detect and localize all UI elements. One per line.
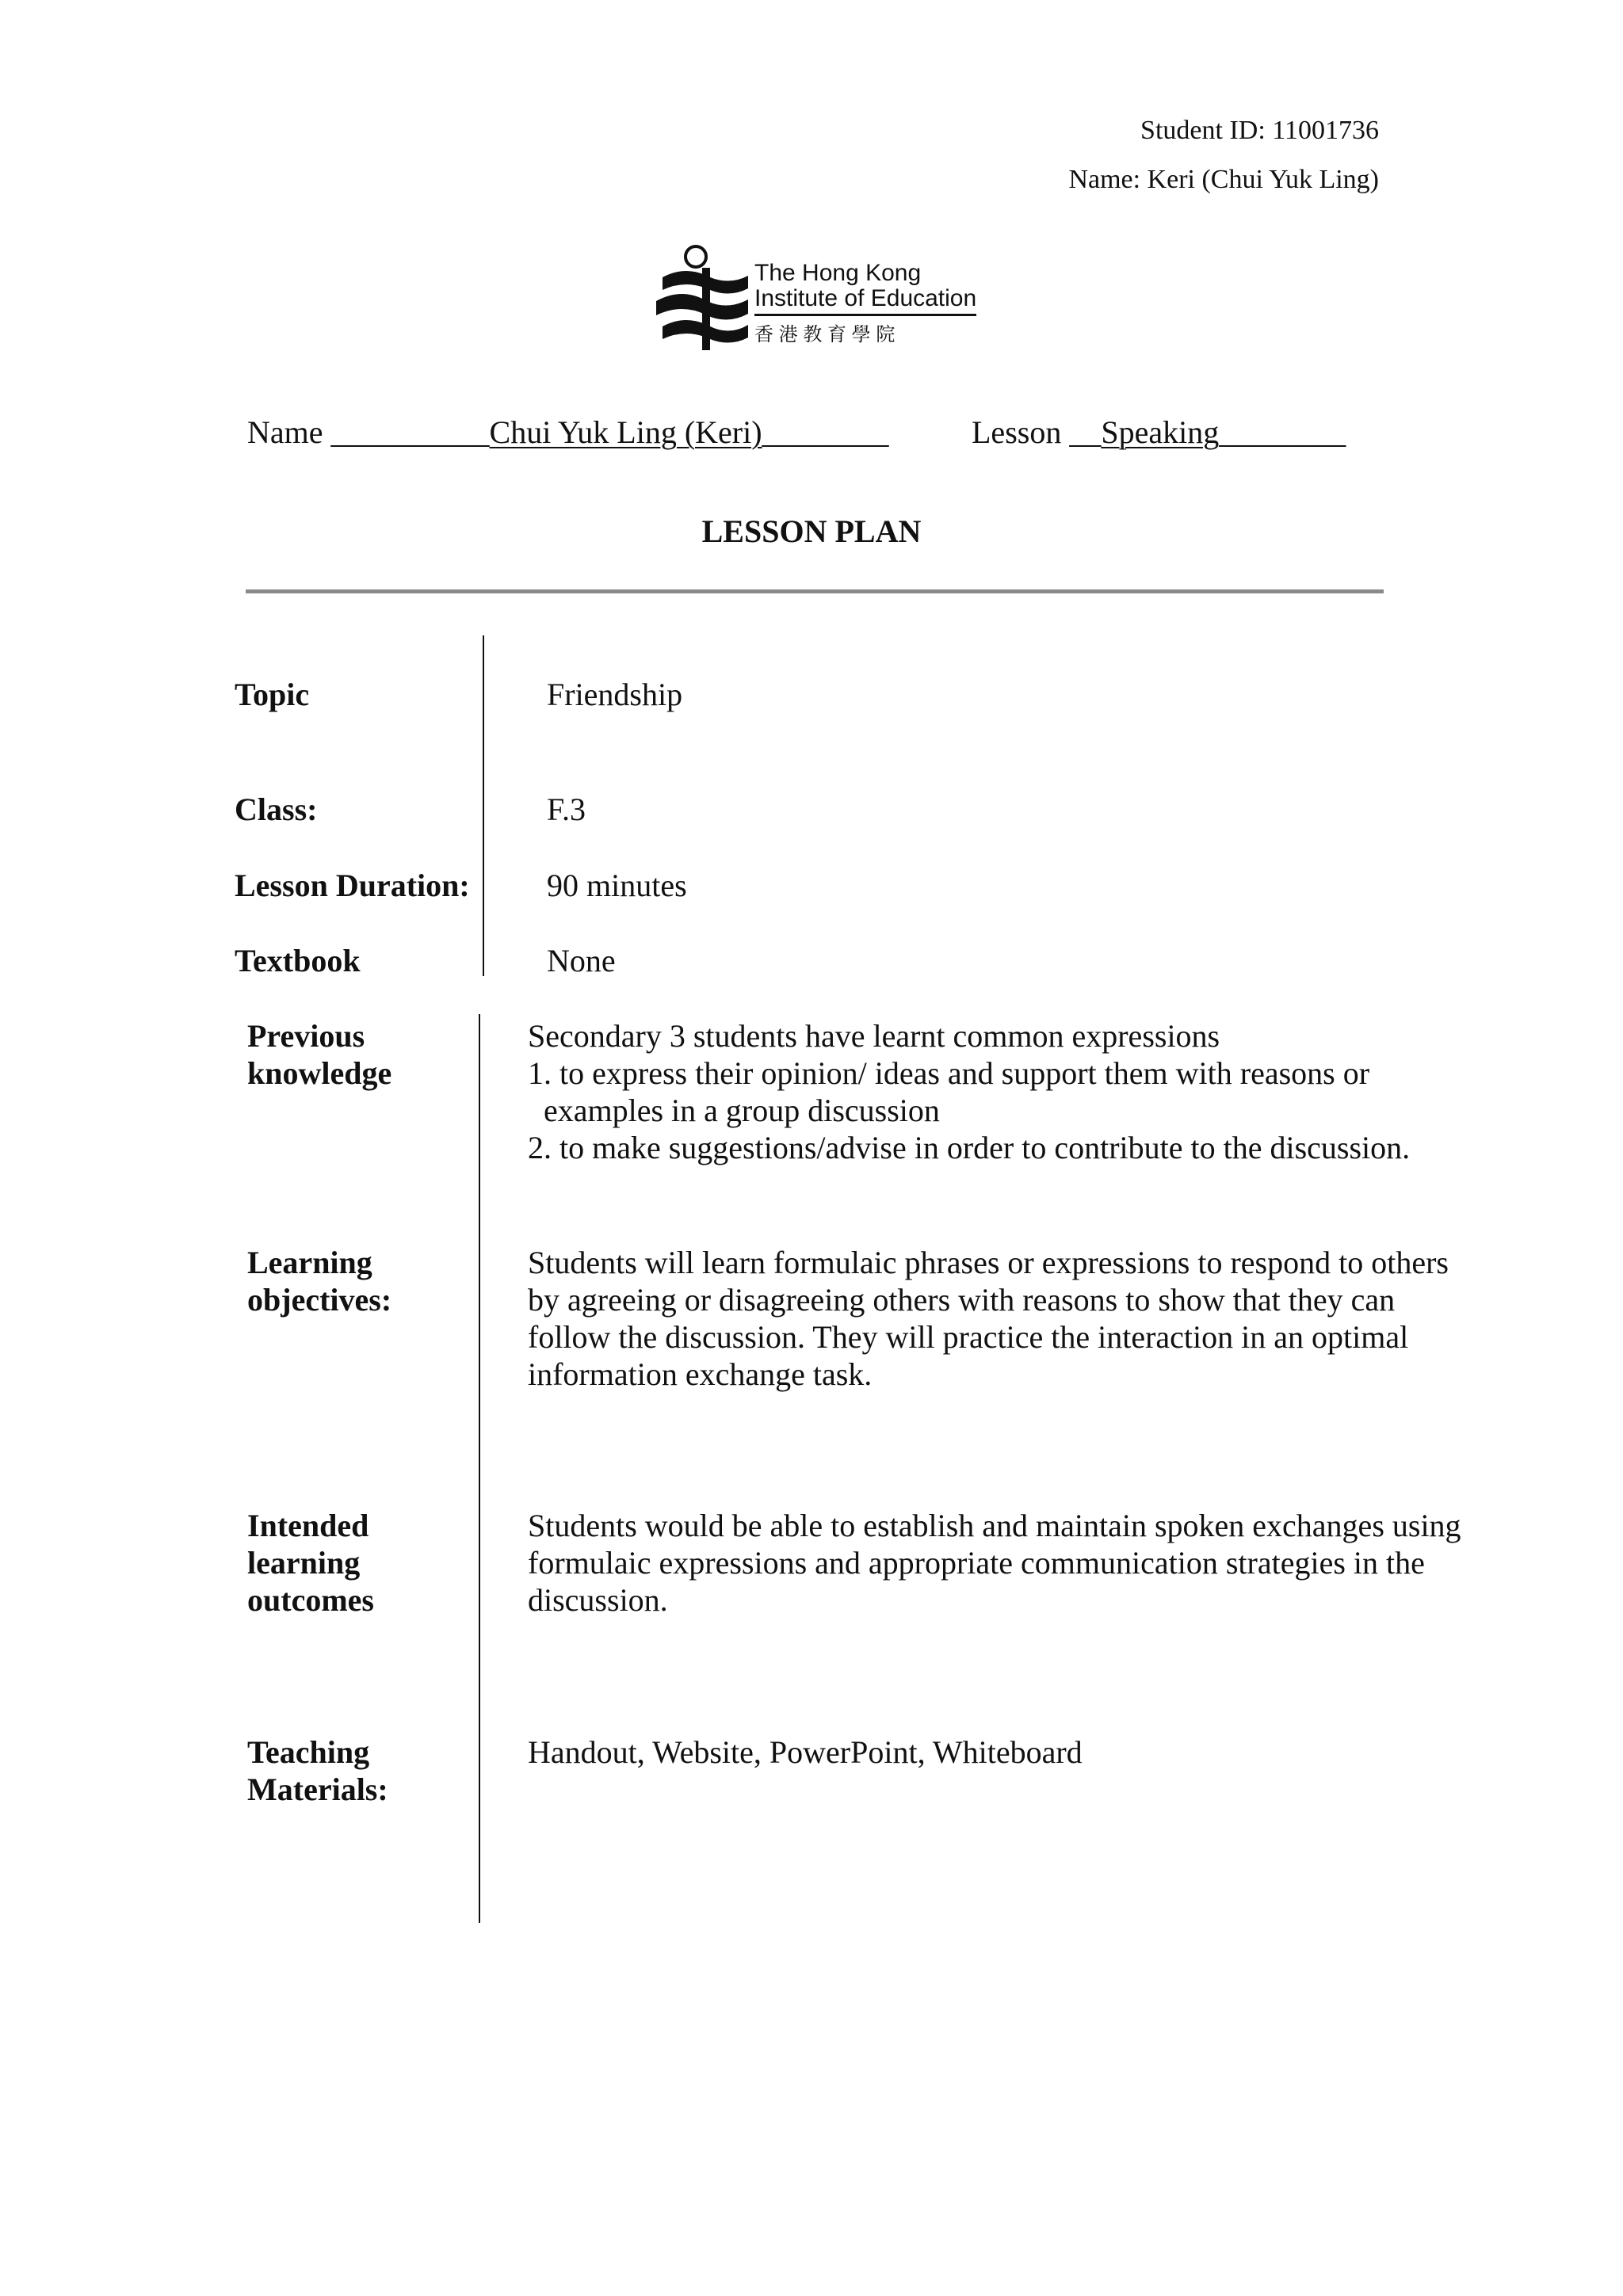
lesson-value: Speaking xyxy=(1101,414,1220,450)
previous-item-1-line-2: examples in a group discussion xyxy=(544,1093,940,1128)
outcomes-label-line-1: Intended xyxy=(247,1508,369,1543)
previous-knowledge-content xyxy=(528,1017,1410,1166)
previous-item-1-line-1: 1. to express their opinion/ ideas and support them with reasons or xyxy=(528,1055,1370,1091)
name-pre-blank: __________ xyxy=(330,414,490,450)
name-field xyxy=(247,414,889,451)
outcomes-label-line-3: outcomes xyxy=(247,1582,374,1618)
intended-outcomes-label xyxy=(247,1507,374,1619)
class-label: Class: xyxy=(235,791,318,827)
previous-knowledge-label xyxy=(247,1017,391,1092)
lesson-pre-blank: __ xyxy=(1069,414,1102,450)
institute-logo xyxy=(655,241,977,352)
info-divider xyxy=(483,635,484,976)
student-name: Name: Keri (Chui Yuk Ling) xyxy=(1068,165,1379,194)
learning-objectives-text: Students will learn formulaic phrases or expressions to respond to others by agreeing or disagreeing others with reasons to show that they can follow the discussion. They will practice the interaction in an optimal information exchange task. xyxy=(528,1245,1449,1392)
sections-divider xyxy=(479,1014,480,1923)
name-post-blank: ________ xyxy=(762,414,889,450)
teaching-materials-label xyxy=(247,1733,388,1808)
textbook-label: Textbook xyxy=(235,943,361,978)
name-value: Chui Yuk Ling (Keri) xyxy=(489,414,762,450)
logo-chinese: 香 港 教 育 學 院 xyxy=(754,324,896,345)
materials-label-line-1: Teaching xyxy=(247,1734,370,1770)
logo-line-2: Institute of Education xyxy=(754,285,976,316)
title-divider xyxy=(246,589,1384,593)
learning-objectives-label xyxy=(247,1244,391,1318)
lesson-field xyxy=(972,414,1346,451)
previous-label-line-1: Previous xyxy=(247,1018,365,1054)
outcomes-label-line-2: learning xyxy=(247,1545,361,1581)
objectives-label-line-1: Learning xyxy=(247,1245,372,1280)
materials-label-line-2: Materials: xyxy=(247,1772,388,1807)
teaching-materials-text: Handout, Website, PowerPoint, Whiteboard xyxy=(528,1734,1083,1770)
duration-value: 90 minutes xyxy=(547,868,687,903)
previous-label-line-2: knowledge xyxy=(247,1055,392,1091)
page-title: LESSON PLAN xyxy=(701,513,922,549)
previous-item-2: 2. to make suggestions/advise in order to contribute to the discussion. xyxy=(528,1130,1411,1165)
topic-value: Friendship xyxy=(547,677,683,712)
logo-line-1: The Hong Kong xyxy=(754,260,922,286)
lesson-post-blank: ________ xyxy=(1219,414,1346,450)
class-value: F.3 xyxy=(547,791,586,827)
name-label: Name xyxy=(247,414,323,450)
objectives-label-line-2: objectives: xyxy=(247,1282,392,1318)
duration-label: Lesson Duration: xyxy=(235,868,470,903)
previous-item-1 xyxy=(528,1055,1410,1129)
topic-label: Topic xyxy=(235,677,310,712)
textbook-value: None xyxy=(547,943,616,978)
intended-outcomes-text: Students would be able to establish and maintain spoken exchanges using formulaic expressions and appropriate communication strategies in the discussion. xyxy=(528,1508,1461,1618)
institute-emblem-icon xyxy=(655,241,750,352)
previous-intro: Secondary 3 students have learnt common expressions xyxy=(528,1018,1220,1054)
lesson-label: Lesson xyxy=(972,414,1062,450)
student-id: Student ID: 11001736 xyxy=(1140,116,1379,145)
